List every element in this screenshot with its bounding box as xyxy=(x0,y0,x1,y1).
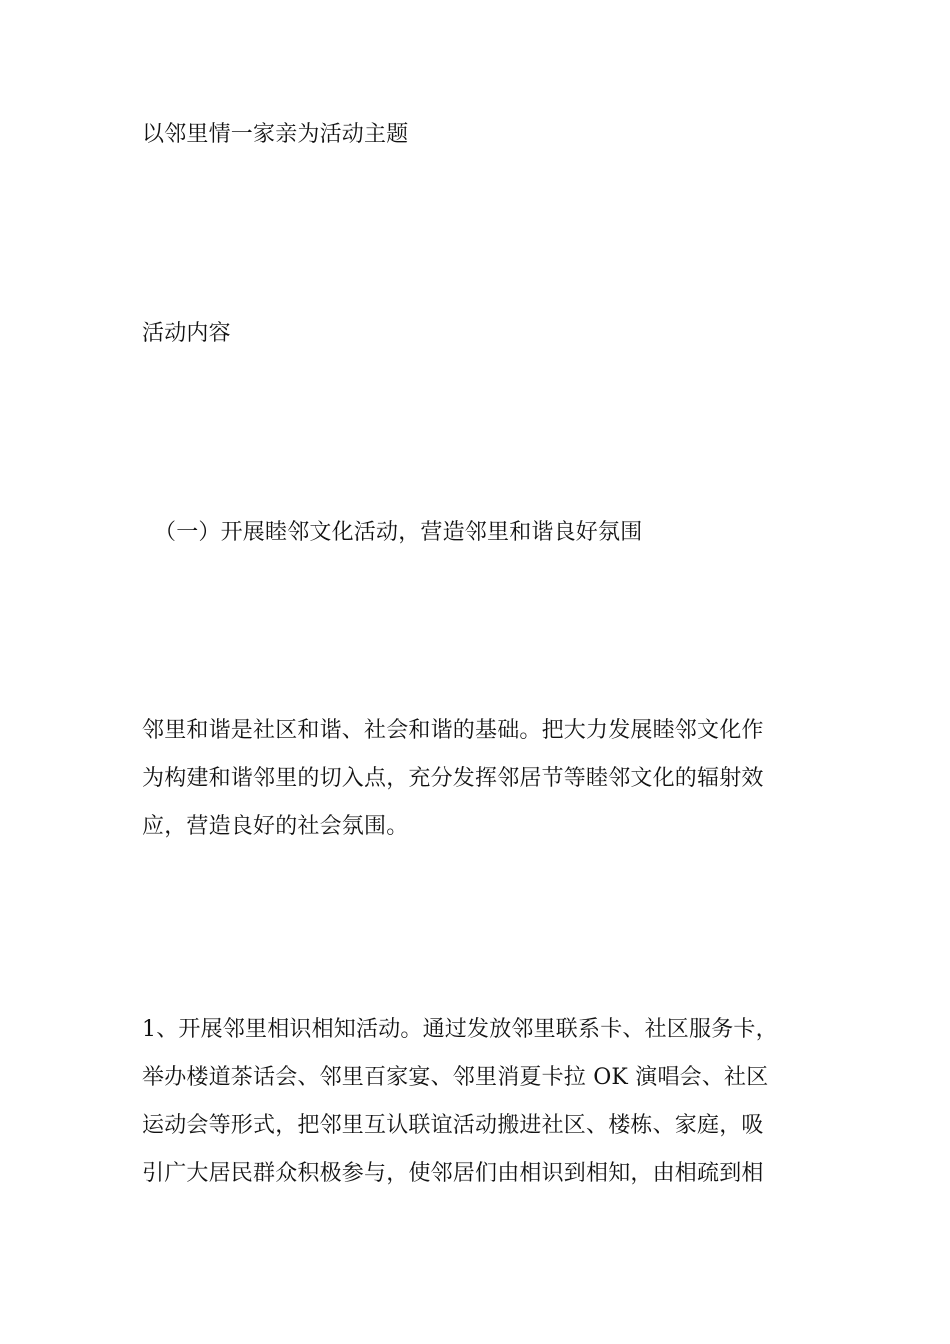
paragraph-line: 举办楼道茶话会、邻里百家宴、邻里消夏卡拉 OK 演唱会、社区 xyxy=(142,1065,769,1090)
paragraph-line: 1、开展邻里相识相知活动。通过发放邻里联系卡、社区服务卡， xyxy=(142,1017,778,1042)
paragraph-intro xyxy=(142,707,802,851)
paragraph-line: 应，营造良好的社会氛围。 xyxy=(142,814,409,839)
paragraph-line: 引广大居民群众积极参与，使邻居们由相识到相知，由相疏到相 xyxy=(142,1161,764,1186)
theme-line: 以邻里情一家亲为活动主题 xyxy=(142,122,409,147)
subsection-heading: （一）开展睦邻文化活动，营造邻里和谐良好氛围 xyxy=(154,520,643,545)
paragraph-line: 邻里和谐是社区和谐、社会和谐的基础。把大力发展睦邻文化作 xyxy=(142,718,764,743)
paragraph-line: 为构建和谐邻里的切入点，充分发挥邻居节等睦邻文化的辐射效 xyxy=(142,766,764,791)
section-heading: 活动内容 xyxy=(142,321,231,346)
paragraph-activity-1 xyxy=(142,1006,802,1198)
paragraph-line: 运动会等形式，把邻里互认联谊活动搬进社区、楼栋、家庭，吸 xyxy=(142,1113,764,1138)
